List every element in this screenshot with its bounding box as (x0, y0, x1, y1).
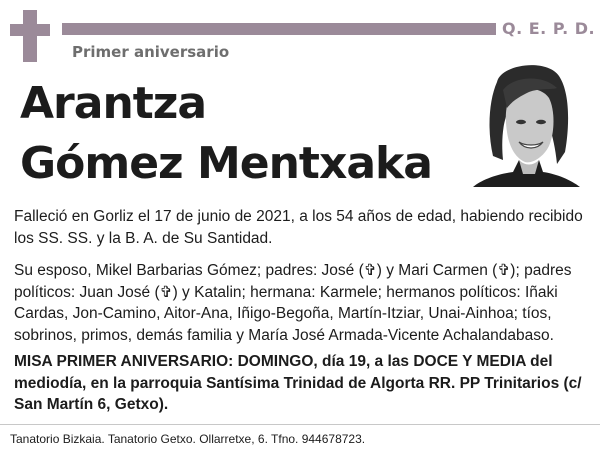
subtitle: Primer aniversario (72, 43, 230, 61)
cross-icon (10, 10, 50, 62)
mass-announcement-paragraph: MISA PRIMER ANIVERSARIO: DOMINGO, día 19, a las DOCE Y MEDIA del mediodía, en la parroquia Santísima Trinidad de Algorta RR. PP Trinitarios (c/ San Martín 6, Getxo). (14, 353, 582, 413)
footer-rule (0, 424, 600, 425)
deceased-first-name: Arantza (20, 78, 207, 129)
qepd-label: Q. E. P. D. (502, 19, 596, 38)
family-paragraph: Su esposo, Mikel Barbarias Gómez; padres: José (✞) y Mari Carmen (✞); padres políticos: Juan José (✞) y Katalin; hermana: Karmele; hermanos políticos: Iñaki Cardas, Jon-Camino, Aitor-Ana, Iñigo-Begoña, Martín-Itziar, Unai-Ainhoa; tíos, sobrinos, primos, demás familia y María José Armada-Vicente Achalandabaso. (14, 262, 572, 344)
deceased-surnames: Gómez Mentxaka (20, 138, 432, 189)
funeral-home-footer: Tanatorio Bizkaia. Tanatorio Getxo. Ollarretxe, 6. Tfno. 944678723. (10, 432, 366, 446)
death-details-paragraph: Falleció en Gorliz el 17 de junio de 2021, a los 54 años de edad, habiendo recibido los SS. SS. y la B. A. de Su Santidad. (14, 208, 583, 247)
portrait-photo (473, 60, 580, 187)
header-rule (62, 23, 496, 35)
